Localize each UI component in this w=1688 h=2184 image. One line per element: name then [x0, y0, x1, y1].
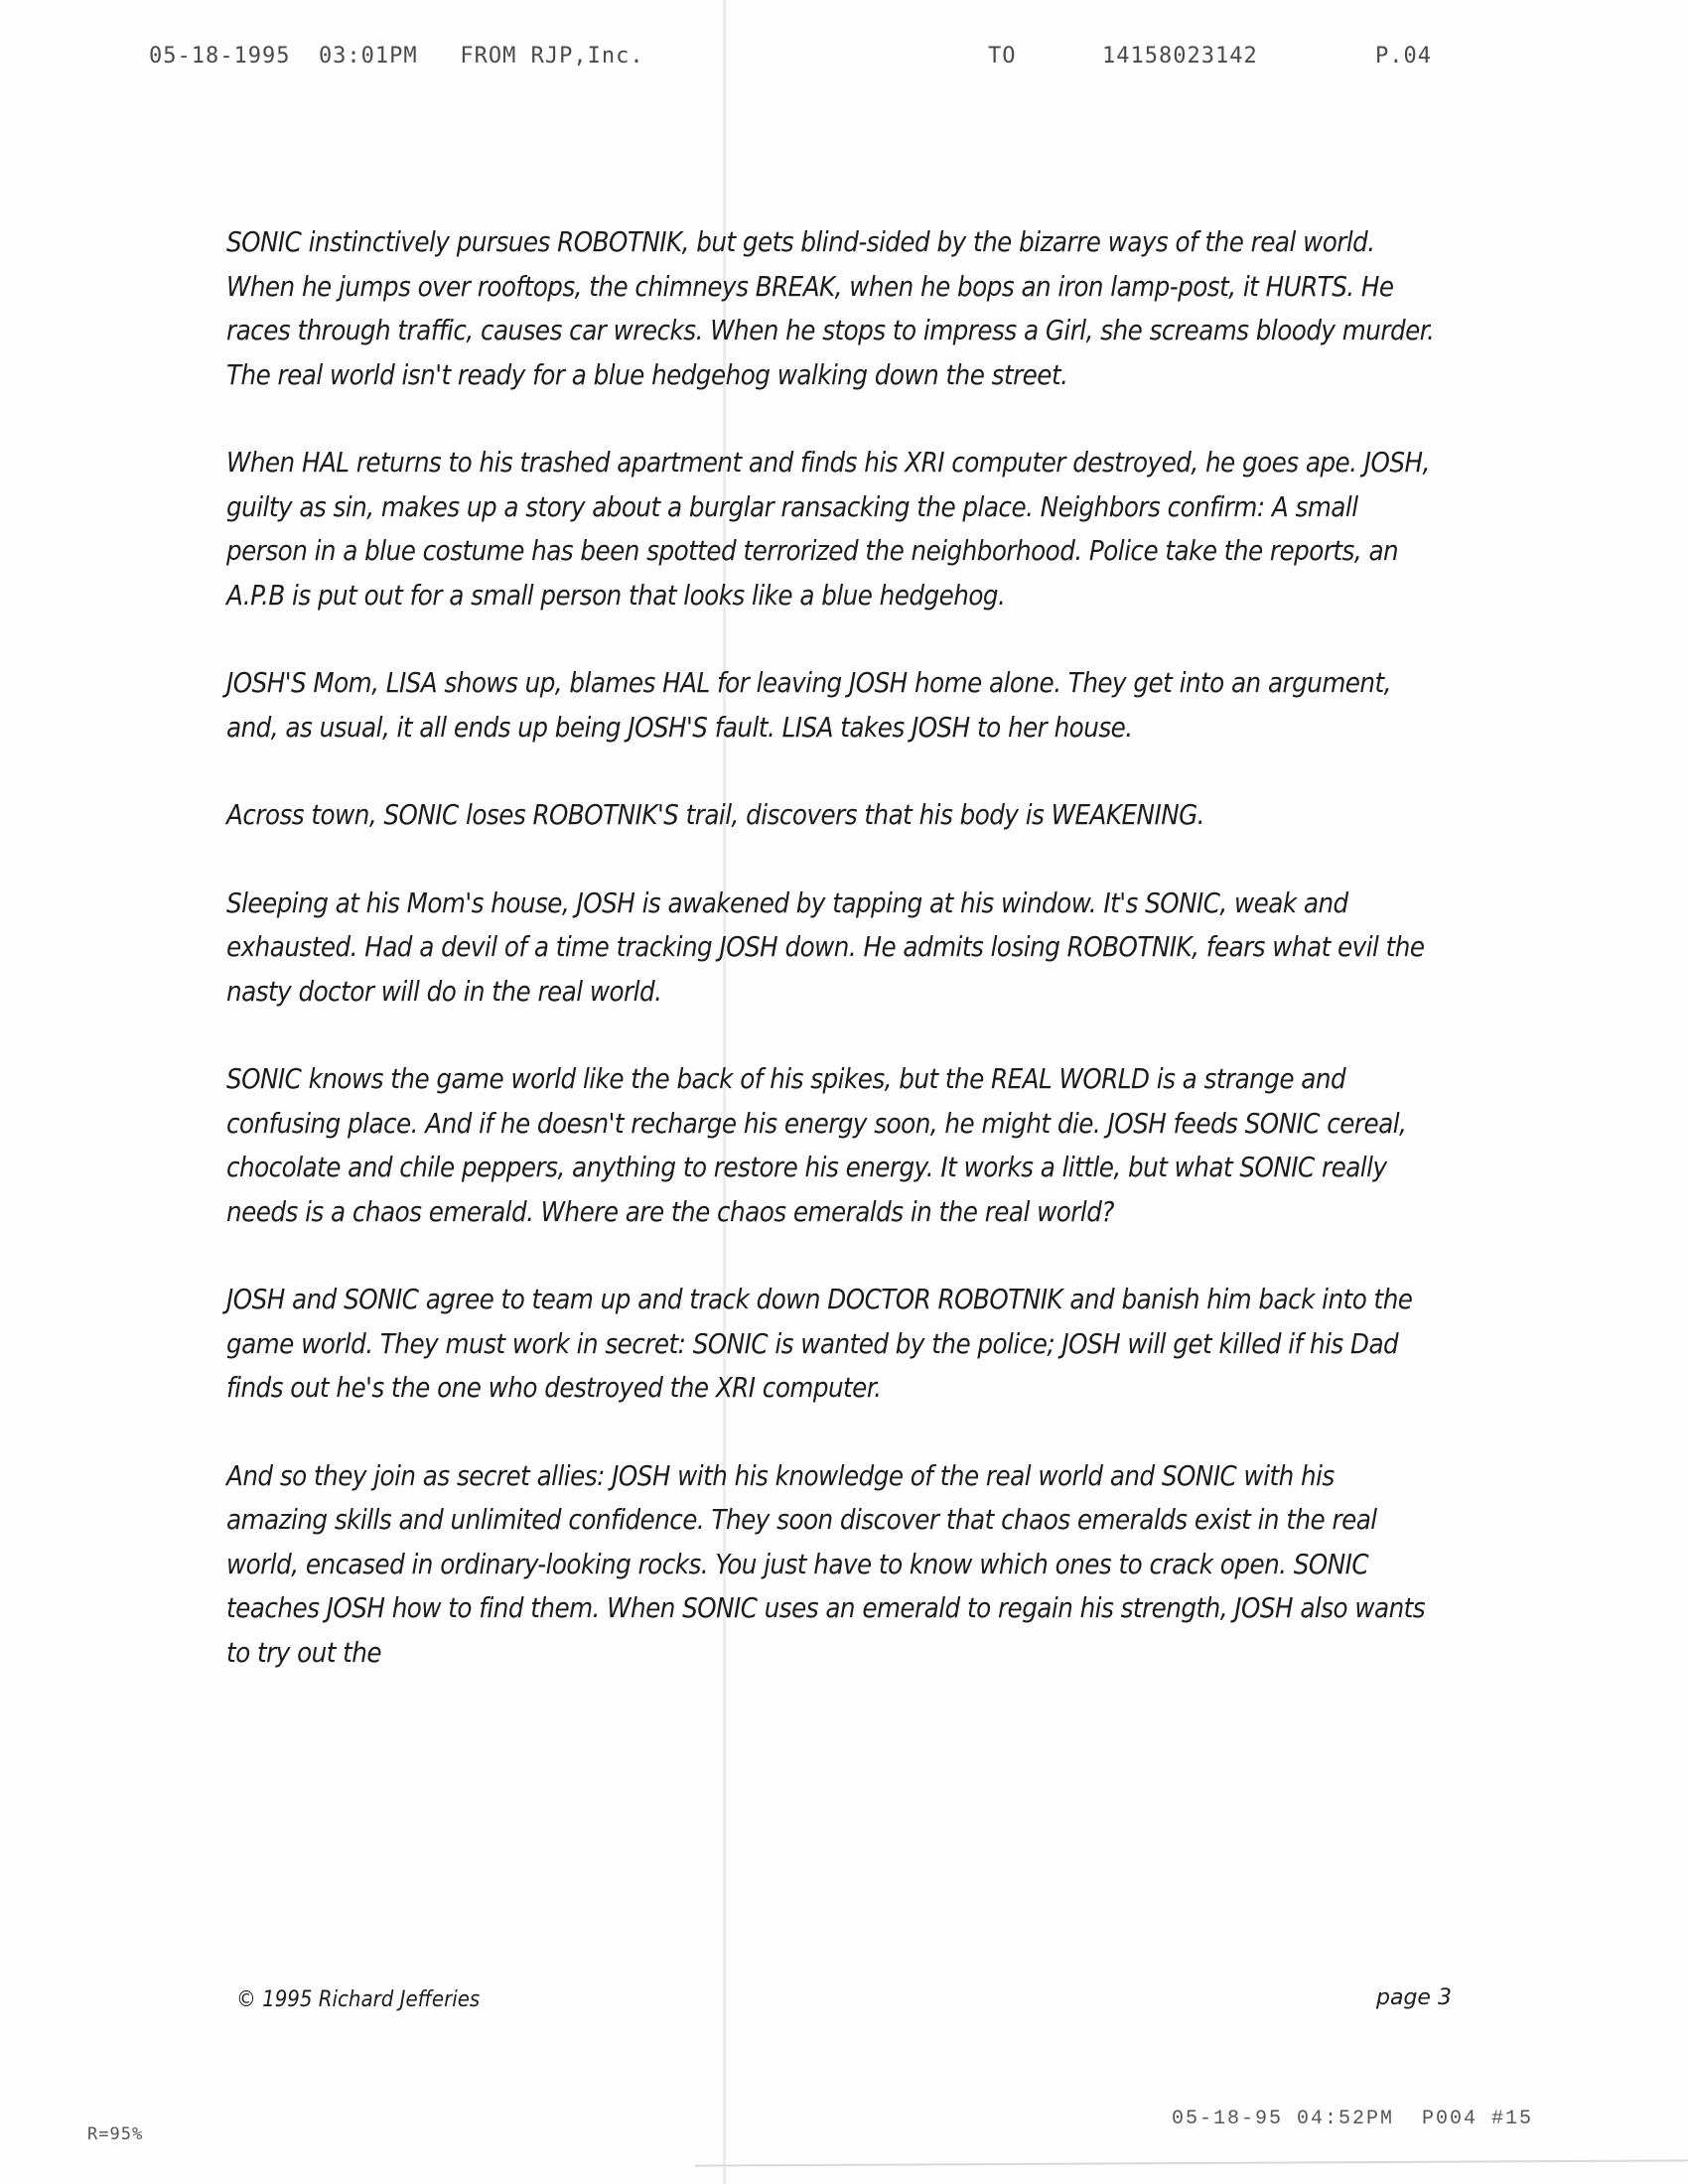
paragraph: SONIC knows the game world like the back of his spikes, but the REAL WORLD is a strange and confusing place. And if he doesn't recharge his energy soon, he might die. JOSH feeds SONIC cereal, chocolate and chile peppers, anything to restore his energy. It works a little, but what SONIC really needs is a chaos emerald. Where are the chaos emeralds in the real world? [226, 1062, 1407, 1228]
paragraph: When HAL returns to his trashed apartment and finds his XRI computer destroyed, he goes ape. JOSH, guilty as sin, makes up a story about a burglar ransacking the place. Neighbors confirm: A small person in a blue costume has been spotted terrorized the neighborhood. Police take the reports, an A.P.B is put out for a small person that looks like a blue hedgehog. [226, 446, 1430, 612]
paragraph: JOSH'S Mom, LISA shows up, blames HAL for leaving JOSH home alone. They get into an argument, and, as usual, it all ends up being JOSH'S fault. LISA takes JOSH to her house. [226, 666, 1391, 744]
fax-date-time: 05-18-1995 03:01PM [149, 44, 418, 68]
fax-header-sender [149, 44, 644, 68]
fax-to-number: 14158023142 [1102, 44, 1258, 68]
paragraph: Across town, SONIC loses ROBOTNIK'S trail, discovers that his body is WEAKENING. [226, 798, 1204, 831]
paper-bottom-edge [695, 2159, 1688, 2166]
fax-to-label: TO [988, 44, 1017, 68]
paragraph: Sleeping at his Mom's house, JOSH is awakened by tapping at his window. It's SONIC, weak and exhausted. Had a devil of a time tracking JOSH down. He admits losing ROBOTNIK, fears what evil the nasty doctor will do in the real world. [226, 886, 1425, 1008]
fax-page-code: P.04 [1375, 44, 1432, 68]
treatment-body [226, 220, 1435, 1718]
fax-receive-stamp: 05-18-95 04:52PM P004 #15 [1172, 2108, 1534, 2130]
paragraph: SONIC instinctively pursues ROBOTNIK, but gets blind-sided by the bizarre ways of the real world. When he jumps over rooftops, the chimneys BREAK, when he bops an iron lamp-post, it HURTS. He races through traffic, causes car wrecks. When he stops to impress a Girl, she screams bloody murder. The real world isn't ready for a blue hedgehog walking down the street. [226, 225, 1435, 391]
reduction-ratio: R=95% [87, 2124, 144, 2144]
paragraph: JOSH and SONIC agree to team up and track down DOCTOR ROBOTNIK and banish him back into the game world. They must work in secret: SONIC is wanted by the police; JOSH will get killed if his Dad finds out he's the one who destroyed the XRI computer. [226, 1283, 1413, 1404]
page-number: page 3 [1376, 1985, 1452, 2010]
copyright-notice: © 1995 Richard Jefferies [236, 1987, 481, 2012]
fax-from: FROM RJP,Inc. [460, 44, 644, 68]
paragraph: And so they join as secret allies: JOSH with his knowledge of the real world and SONIC with his amazing skills and unlimited confidence. They soon discover that chaos emeralds exist in the real world, encased in ordinary-looking rocks. You just have to know which ones to crack open. SONIC teaches JOSH how to find them. When SONIC uses an emerald to regain his strength, JOSH also wants to try out the [226, 1458, 1426, 1669]
